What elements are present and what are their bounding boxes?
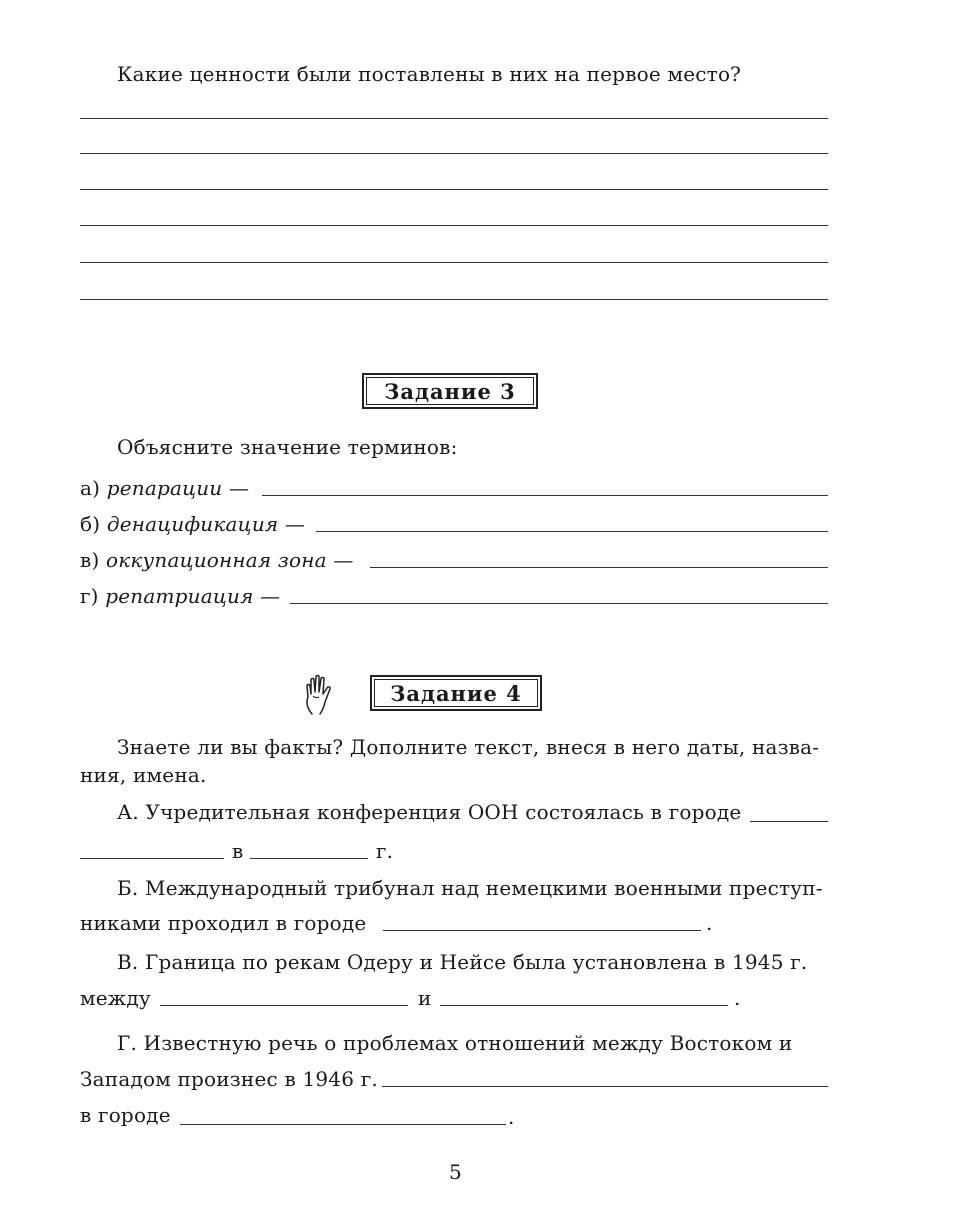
term-dash: — [228,476,250,500]
hand-icon [303,674,339,716]
term-answer-line[interactable] [370,567,828,568]
item-g-city-blank[interactable] [180,1124,506,1125]
item-b-end: . [706,911,713,935]
item-v-and: и [418,986,432,1010]
term-row-b [80,512,305,536]
term-letter: а) [80,476,101,500]
item-g-line2: Западом произнес в 1946 г. [80,1067,378,1091]
term-row-v [80,548,354,572]
term-letter: б) [80,512,101,536]
item-g-end: . [508,1105,515,1129]
term-name: репатриация [105,584,254,608]
answer-line[interactable] [80,262,828,263]
task3-title [362,373,538,409]
question-text: Какие ценности были поставлены в них на первое место? [117,62,742,86]
term-dash: — [260,584,281,608]
item-g-line1: Г. Известную речь о проблемах отношений между Востоком и [117,1031,793,1055]
item-v-country2-blank[interactable] [440,1005,728,1006]
term-answer-line[interactable] [290,603,828,604]
item-a-city-blank-cont[interactable] [80,858,224,859]
term-letter: г) [80,584,99,608]
item-v-end: . [734,986,741,1010]
answer-line[interactable] [80,225,828,226]
item-g-city-label: в городе [80,1103,171,1127]
item-b-line2: никами проходил в городе [80,911,367,935]
task4-title [370,675,542,711]
item-a-year-blank[interactable] [250,858,368,859]
answer-line[interactable] [80,118,828,119]
term-letter: в) [80,548,100,572]
item-v-line1: В. Граница по рекам Одеру и Нейсе была установлена в 1945 г. [117,950,808,974]
task4-title-text: Задание 4 [390,680,522,706]
term-name: репарации [106,476,223,500]
page-number: 5 [449,1160,462,1184]
task4-intro-line1: Знаете ли вы факты? Дополните текст, внеся в него даты, назва- [117,735,820,759]
item-a-city-blank[interactable] [750,821,828,822]
item-v-between: между [80,986,151,1010]
item-a-line1: А. Учредительная конференция ООН состоялась в городе [117,800,742,824]
item-a-in: в [232,839,244,863]
answer-line[interactable] [80,299,828,300]
term-answer-line[interactable] [316,531,828,532]
item-b-city-blank[interactable] [383,930,701,931]
answer-line[interactable] [80,153,828,154]
task3-title-text: Задание 3 [384,378,516,404]
term-dash: — [284,512,306,536]
term-row-a [80,476,249,500]
term-answer-line[interactable] [262,495,828,496]
task3-intro: Объясните значение терминов: [117,435,458,459]
term-name: денацификация [106,512,279,536]
term-name: оккупационная зона [106,548,327,572]
term-row-g [80,584,280,608]
item-a-year-label: г. [376,839,394,863]
answer-line[interactable] [80,189,828,190]
item-v-country1-blank[interactable] [160,1005,408,1006]
task4-intro-line2: ния, имена. [80,763,207,787]
term-dash: — [333,548,354,572]
item-g-person-blank[interactable] [382,1086,828,1087]
item-b-line1: Б. Международный трибунал над немецкими военными преступ- [117,876,823,900]
